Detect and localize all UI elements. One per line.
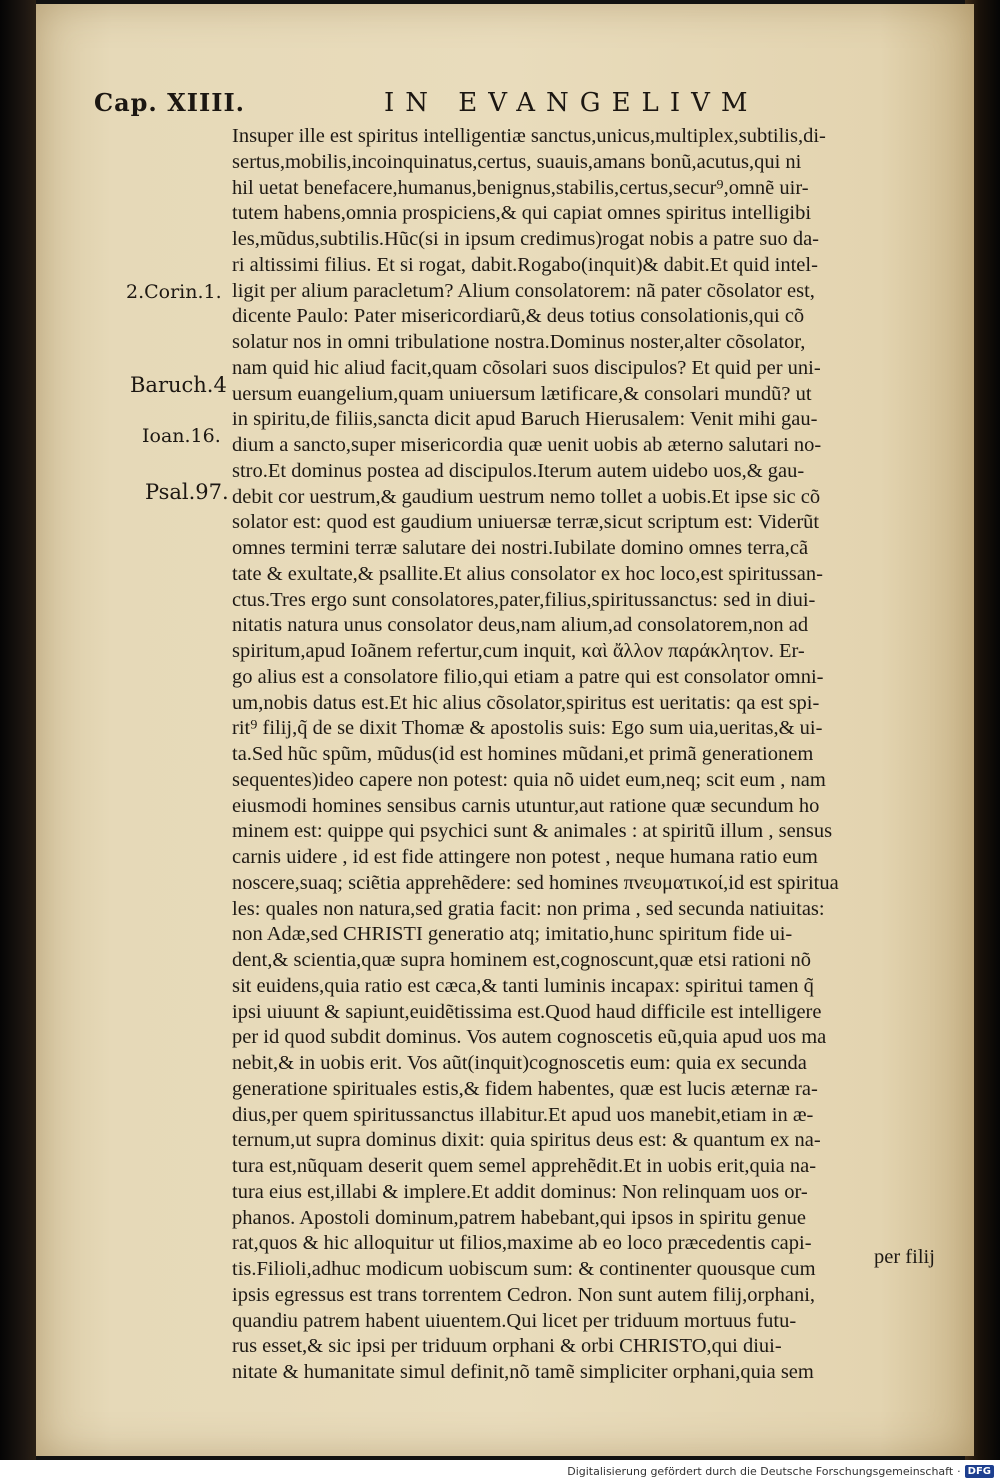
text-line: dicente Paulo: Pater misericordiarũ,& deus totius consolationis,qui cõ <box>232 305 805 328</box>
text-line: sertus,mobilis,incoinquinatus,certus, suauis,amans bonũ,acutus,qui ni <box>232 150 802 173</box>
text-line: tis.Filioli,adhuc modicum uobiscum sum: & continenter quousque cum <box>232 1258 816 1280</box>
running-head <box>94 88 794 122</box>
text-line: ternum,ut supra dominus dixit: quia spiritus deus est: & quantum ex na- <box>232 1129 821 1152</box>
text-line: ri altissimi filius. Et si rogat, dabit.Rogabo(inquit)& dabit.Et quid intel- <box>232 253 818 276</box>
text-line: quandiu patrem habent uiuentem.Qui licet per triduum mortuus futu- <box>232 1309 797 1332</box>
text-line: stro.Et dominus postea ad discipulos.Iterum autem uidebo uos,& gau- <box>232 459 805 482</box>
text-line: solator est: quod est gaudium uniuersæ terræ,sicut scriptum est: Viderũt <box>232 511 820 534</box>
text-line: noscere,suaq; sciẽtia apprehẽdere: sed homines πνευματικοί,id est spiritua <box>232 871 839 894</box>
chapter-label: Cap. XIIII. <box>94 88 246 117</box>
body-text <box>232 124 944 1386</box>
text-line: ipsi uiuunt & sapiunt,euidẽtissima est.Quod haud difficile est intelligere <box>232 1000 822 1023</box>
text-line: nitate & humanitate simul definit,nõ tamẽ simpliciter orphani,quia sem <box>232 1361 814 1383</box>
text-line: ta.Sed hũc spũm, mũdus(id est homines mũdani,et primã generationem <box>232 743 814 765</box>
text-line: nam quid hic aliud facit,quam cõsolari suos discipulos? Et quid per uni- <box>232 356 821 379</box>
text-line: sequentes)ideo capere non potest: quia nõ uidet eum,neq; scit eum , nam <box>232 768 826 791</box>
text-line: dius,per quem spiritussanctus illabitur.Et apud uos manebit,etiam in æ- <box>232 1103 814 1126</box>
text-line: dent,& scientia,quæ supra hominem est,cognoscunt,quæ etsi rationi nõ <box>232 949 812 971</box>
text-line: uersum euangelium,quam uniuersum lætificare,& consolari mundũ? ut <box>232 382 812 405</box>
text-line: les: quales non natura,sed gratia facit: non prima , sed secunda natiuitas: <box>232 897 825 920</box>
running-title: IN EVANGELIVM <box>384 88 759 118</box>
text-line: per id quod subdit dominus. Vos autem cognoscetis eũ,quia apud uos ma <box>232 1026 827 1049</box>
text-line: omnes termini terræ salutare dei nostri.Iubilate domino omnes terra,cã <box>232 537 809 559</box>
text-line: Insuper ille est spiritus intelligentiæ sanctus,unicus,multiplex,subtilis,di- <box>232 125 826 147</box>
text-line: ctus.Tres ergo sunt consolatores,pater,filius,spiritussanctus: sed in diui- <box>232 588 816 611</box>
text-line: spiritum,apud Ioãnem refertur,cum inquit, καὶ ἄλλον παράκλητον. Er- <box>232 640 805 662</box>
text-line: tate & exultate,& psallite.Et alius consolator ex hoc loco,est spiritussan- <box>232 562 823 585</box>
marginal-note: 2.Corin.1. <box>126 281 222 303</box>
text-line: solatur nos in omni tribulatione nostra.Dominus noster,alter cõsolator, <box>232 331 806 353</box>
text-line: minem est: quippe qui psychici sunt & animales : at spiritũ illum , sensus <box>232 820 833 843</box>
scan-left-edge <box>0 0 36 1482</box>
dfg-logo: DFG <box>965 1465 994 1478</box>
text-line: tutem habens,omnia prospiciens,& qui capiat omnes spiritus intelligibi <box>232 202 812 225</box>
text-line: rat,quos & hic alloquitur ut filios,maxime ab eo loco præcedentis capi- <box>232 1232 812 1255</box>
text-line: rus esset,& sic ipsi per triduum orphani & orbi CHRISTO,qui diui- <box>232 1335 782 1358</box>
text-line: non Adæ,sed CHRISTI generatio atq; imitatio,hunc spiritum fide ui- <box>232 923 793 946</box>
footer-text: Digitalisierung gefördert durch die Deutsche Forschungsgemeinschaft <box>567 1464 954 1478</box>
text-line: carnis uidere , id est fide attingere non potest , neque humana ratio eum <box>232 846 818 868</box>
text-line: phanos. Apostoli dominum,patrem habebant,qui ipsos in spiritu genue <box>232 1206 806 1229</box>
footer-credit <box>567 1462 994 1480</box>
text-line: sit euidens,quia ratio est cæca,& tanti luminis incapax: spiritui tamen q̃ <box>232 974 814 997</box>
text-line: tura eius est,illabi & implere.Et addit dominus: Non relinquam uos or- <box>232 1180 808 1203</box>
text-line: les,mũdus,subtilis.Hũc(si in ipsum credimus)rogat nobis a patre suo da- <box>232 228 820 250</box>
text-line: ligit per alium paracletum? Alium consolatorem: nã pater cõsolator est, <box>232 279 815 302</box>
text-line: dium a sancto,super misericordia quæ uenit uobis ab æterno salutari no- <box>232 434 822 456</box>
text-line: debit cor uestrum,& gaudium uestrum nemo tollet a uobis.Et ipse sic cõ <box>232 485 821 508</box>
text-line: hil uetat benefacere,humanus,benignus,stabilis,certus,secur⁹,omnẽ uir- <box>232 176 809 199</box>
footer-separator: · <box>957 1464 961 1478</box>
text-line: nitatis natura unus consolator deus,nam alium,ad consolatorem,non ad <box>232 614 809 637</box>
catchword: per filij <box>874 1246 935 1268</box>
text-line: nebit,& in uobis erit. Vos aũt(inquit)cognoscetis eum: quia ex secunda <box>232 1052 807 1074</box>
marginal-note: Psal.97. <box>145 480 229 504</box>
text-line: go alius est a consolatore filio,qui etiam a patre qui est consolator omni- <box>232 665 824 688</box>
text-line: in spiritu,de filiis,sancta dicit apud Baruch Hierusalem: Venit mihi gau- <box>232 408 818 431</box>
text-line: tura est,nũquam deserit quem semel apprehẽdit.Et in uobis erit,quia na- <box>232 1155 817 1177</box>
text-line: generatione spirituales estis,& fidem habentes, quæ est lucis æternæ ra- <box>232 1077 818 1100</box>
text-line: um,nobis datus est.Et hic alius cõsolator,spiritus est ueritatis: qa est spi- <box>232 691 820 714</box>
marginal-note: Ioan.16. <box>142 425 221 447</box>
text-line: ipsis egressus est trans torrentem Cedron. Non sunt autem filij,orphani, <box>232 1283 816 1306</box>
text-line: rit⁹ filij,q̃ de se dixit Thomæ & apostolis suis: Ego sum uia,ueritas,& ui- <box>232 717 823 740</box>
marginal-note: Baruch.4 <box>130 373 227 397</box>
text-line: eiusmodi homines sensibus carnis utuntur,aut ratione quæ secundum ho <box>232 794 820 817</box>
